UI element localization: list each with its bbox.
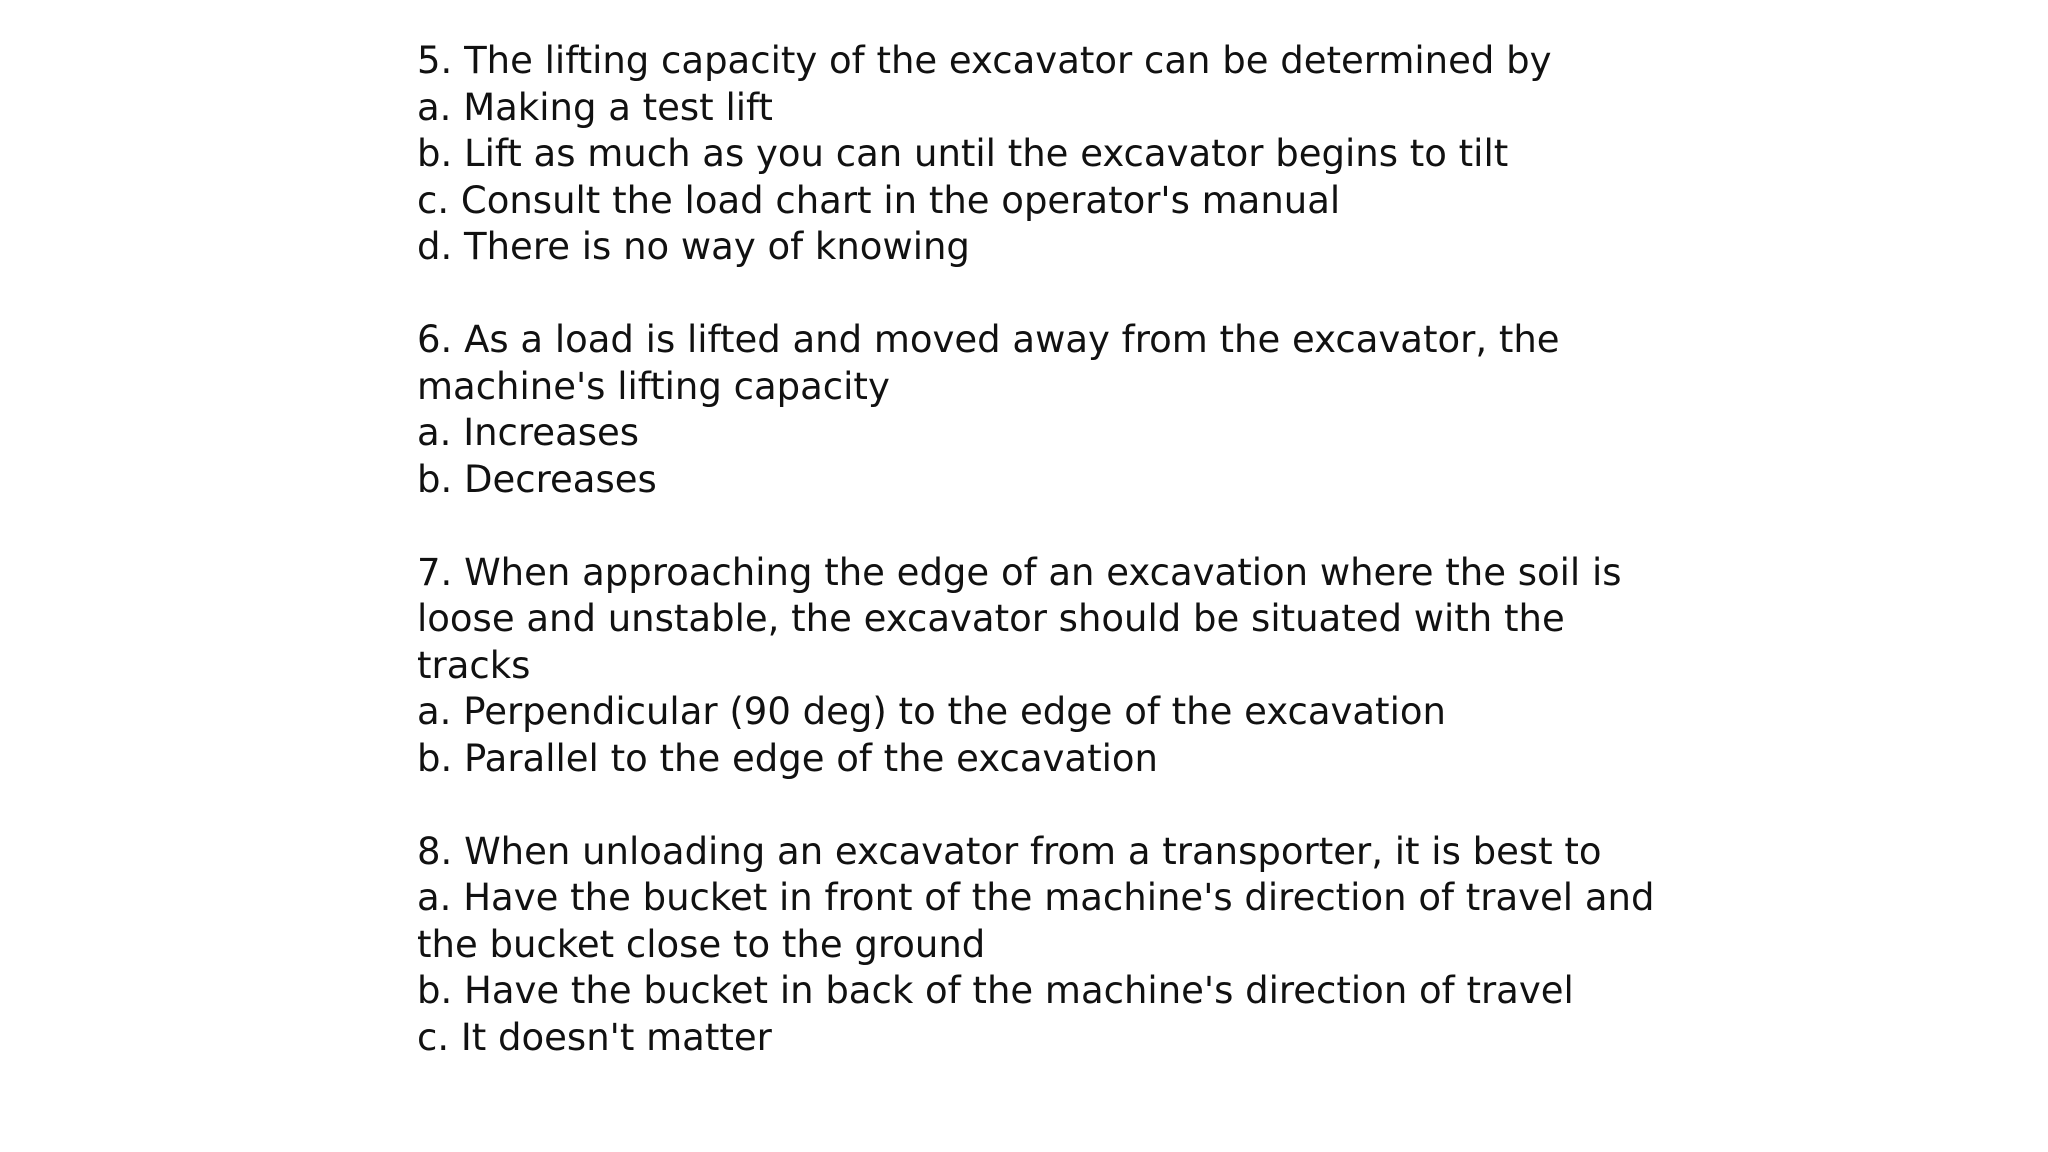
question-text: 6. As a load is lifted and moved away from the excavator, the machine's lifting capacity (417, 318, 1560, 408)
question-5 (417, 38, 1677, 271)
answer-option: c. Consult the load chart in the operator's manual (417, 178, 1341, 222)
answer-option: b. Parallel to the edge of the excavation (417, 736, 1158, 780)
question-8 (417, 829, 1677, 1062)
answer-option: a. Have the bucket in front of the machine's direction of travel and the bucket close to the ground (417, 876, 1655, 966)
answer-option: a. Making a test lift (417, 85, 773, 129)
question-6 (417, 317, 1677, 503)
answer-option: b. Have the bucket in back of the machine's direction of travel (417, 969, 1574, 1012)
question-text: 7. When approaching the edge of an excavation where the soil is loose and unstable, the excavator should be situated with the tracks (417, 550, 1622, 687)
question-text: 8. When unloading an excavator from a transporter, it is best to (417, 829, 1602, 873)
answer-option: a. Increases (417, 411, 640, 454)
answer-option: d. There is no way of knowing (417, 225, 970, 268)
question-7 (417, 550, 1677, 783)
quiz-text-block (417, 38, 1677, 1108)
answer-option: b. Lift as much as you can until the excavator begins to tilt (417, 132, 1509, 175)
answer-option: a. Perpendicular (90 deg) to the edge of the excavation (417, 690, 1446, 733)
question-text: 5. The lifting capacity of the excavator can be determined by (417, 39, 1552, 82)
answer-option: c. It doesn't matter (417, 1015, 772, 1059)
answer-option: b. Decreases (417, 457, 657, 501)
